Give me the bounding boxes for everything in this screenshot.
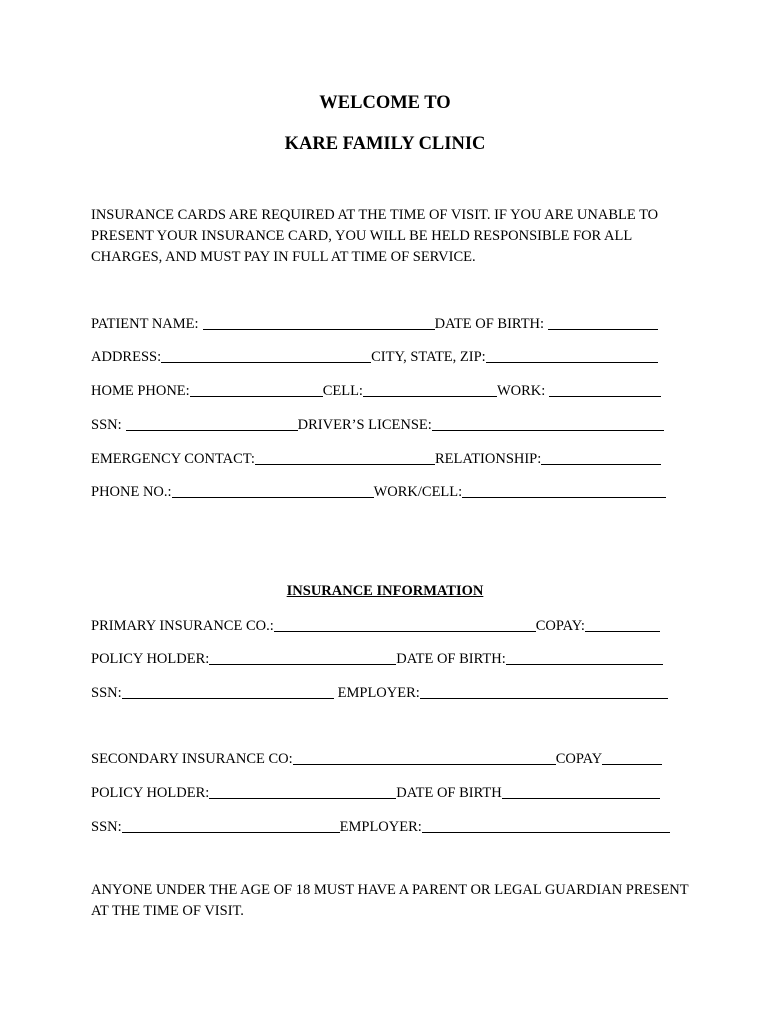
ssn-label: SSN: [91, 417, 122, 433]
primary-policy-holder-label: POLICY HOLDER: [91, 651, 210, 667]
secondary-dob-field[interactable] [502, 798, 660, 799]
address-field[interactable] [161, 362, 371, 363]
primary-employer-label: EMPLOYER: [337, 685, 420, 701]
clinic-name-heading: KARE FAMILY CLINIC [284, 134, 486, 154]
primary-copay-field[interactable] [585, 631, 660, 632]
primary-policy-holder-field[interactable] [209, 664, 396, 665]
primary-dob-label: DATE OF BIRTH: [396, 651, 506, 667]
relationship-field[interactable] [541, 464, 661, 465]
primary-ssn-label: SSN: [91, 685, 122, 701]
phone-row [91, 380, 679, 400]
primary-policy-holder-row [91, 648, 679, 668]
patient-dob-field[interactable] [548, 329, 658, 330]
secondary-copay-label: COPAY [555, 751, 603, 767]
emergency-contact-field[interactable] [255, 464, 435, 465]
work-phone-label: WORK: [496, 383, 546, 399]
secondary-employer-field[interactable] [422, 832, 670, 833]
secondary-insurance-field[interactable] [293, 764, 556, 765]
ssn-field[interactable] [126, 430, 298, 431]
minor-guardian-notice: ANYONE UNDER THE AGE OF 18 MUST HAVE A PARENT OR LEGAL GUARDIAN PRESENT AT THE TIME OF VISIT. [91, 882, 689, 919]
phone-no-field[interactable] [172, 497, 374, 498]
primary-copay-label: COPAY: [535, 618, 585, 634]
secondary-policy-holder-label: POLICY HOLDER: [91, 785, 210, 801]
secondary-policy-holder-field[interactable] [209, 798, 396, 799]
primary-ssn-row [91, 682, 679, 702]
welcome-heading: WELCOME TO [319, 93, 451, 113]
work-cell-field[interactable] [462, 497, 666, 498]
primary-insurance-row [91, 615, 679, 635]
primary-dob-field[interactable] [506, 664, 663, 665]
primary-employer-field[interactable] [420, 698, 668, 699]
secondary-ssn-label: SSN: [91, 819, 122, 835]
primary-insurance-label: PRIMARY INSURANCE CO.: [91, 618, 274, 634]
emergency-phone-row [91, 481, 679, 501]
cell-label: CELL: [322, 383, 363, 399]
address-row [91, 346, 679, 366]
secondary-ssn-field[interactable] [122, 832, 340, 833]
ssn-license-row [91, 414, 679, 434]
secondary-policy-holder-row [91, 782, 679, 802]
insurance-information-heading: INSURANCE INFORMATION [286, 583, 484, 599]
secondary-insurance-label: SECONDARY INSURANCE CO: [91, 751, 293, 767]
secondary-ssn-row [91, 816, 679, 836]
phone-no-label: PHONE NO.: [91, 484, 172, 500]
patient-name-field[interactable] [203, 329, 435, 330]
patient-dob-label: DATE OF BIRTH: [434, 316, 545, 332]
emergency-contact-label: EMERGENCY CONTACT: [91, 451, 255, 467]
city-state-zip-label: CITY, STATE, ZIP: [371, 349, 486, 365]
primary-ssn-field[interactable] [122, 698, 334, 699]
secondary-employer-label: EMPLOYER: [339, 819, 422, 835]
address-label: ADDRESS: [91, 349, 162, 365]
secondary-dob-label: DATE OF BIRTH [396, 785, 502, 801]
emergency-contact-row [91, 448, 679, 468]
insurance-card-notice: INSURANCE CARDS ARE REQUIRED AT THE TIME OF VISIT. IF YOU ARE UNABLE TO PRESENT YOUR INSURANCE CARD, YOU WILL BE HELD RESPONSIBLE FOR ALL CHARGES, AND MUST PAY IN FULL AT TIME OF SERVICE. [91, 207, 659, 265]
home-phone-field[interactable] [190, 396, 323, 397]
patient-name-label: PATIENT NAME: [91, 316, 199, 332]
drivers-license-field[interactable] [432, 430, 664, 431]
relationship-label: RELATIONSHIP: [434, 451, 542, 467]
work-cell-label: WORK/CELL: [373, 484, 463, 500]
secondary-insurance-row [91, 748, 679, 768]
drivers-license-label: DRIVER’S LICENSE: [297, 417, 432, 433]
patient-name-row [91, 313, 679, 333]
primary-insurance-field[interactable] [274, 631, 536, 632]
secondary-copay-field[interactable] [602, 764, 662, 765]
city-state-zip-field[interactable] [486, 362, 658, 363]
cell-field[interactable] [363, 396, 497, 397]
work-phone-field[interactable] [549, 396, 661, 397]
home-phone-label: HOME PHONE: [91, 383, 190, 399]
